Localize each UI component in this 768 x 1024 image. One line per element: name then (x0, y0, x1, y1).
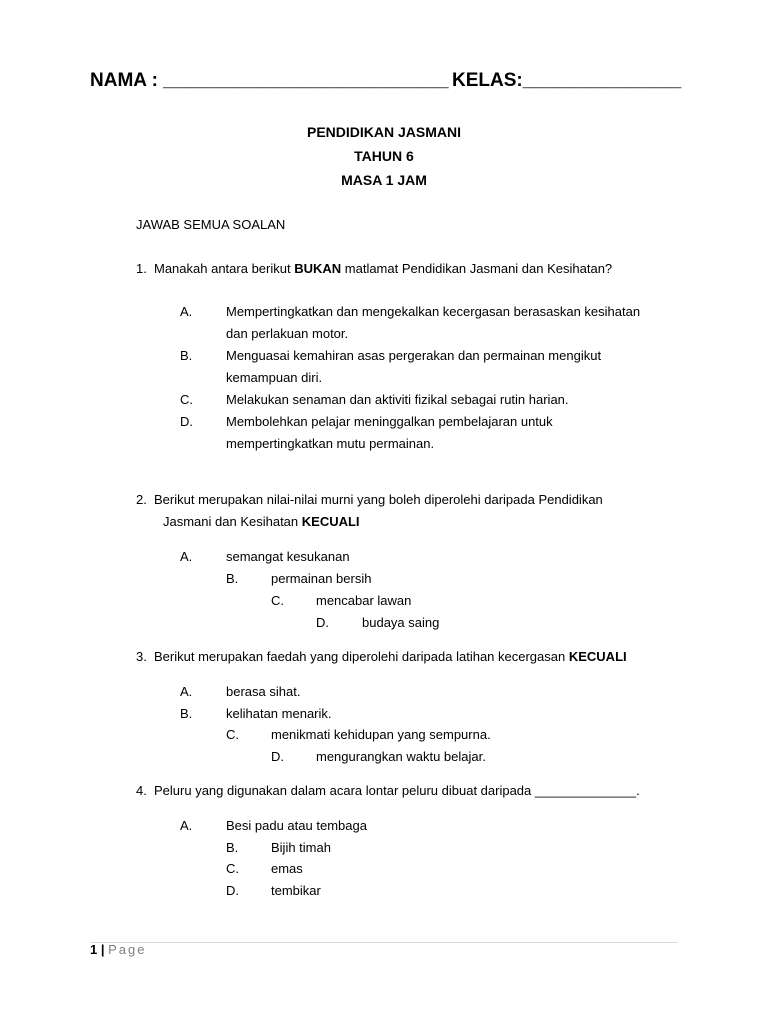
nama-label: NAMA : ___________________________ (90, 70, 449, 91)
option-letter: A. (180, 549, 193, 564)
question-number: 2. (136, 492, 147, 507)
option-text: semangat kesukanan (226, 549, 350, 564)
option-text: Melakukan senaman dan aktiviti fizikal sebagai rutin harian. (226, 392, 569, 407)
option-letter: A. (180, 684, 193, 699)
page-separator: | (97, 942, 109, 957)
option-text: Besi padu atau tembaga (226, 818, 367, 833)
option-letter: B. (180, 706, 193, 721)
option-letter: C. (226, 727, 239, 742)
footer-divider (90, 942, 678, 943)
option-text: berasa sihat. (226, 684, 301, 699)
question-text: Manakah antara berikut BUKAN matlamat Pendidikan Jasmani dan Kesihatan? (154, 261, 613, 276)
question-emphasis: KECUALI (301, 514, 360, 529)
question-text: Peluru yang digunakan dalam acara lontar peluru dibuat daripada ______________. (154, 783, 640, 798)
option-letter: B. (180, 348, 193, 363)
option-text: emas (271, 861, 303, 876)
page-footer (90, 942, 146, 957)
option-letter: B. (226, 840, 239, 855)
question-1 (136, 258, 612, 280)
question-text: Berikut merupakan faedah yang diperolehi daripada latihan kecergasan KECUALI (154, 649, 627, 664)
option-letter: D. (271, 749, 284, 764)
option-text: Membolehkan pelajar meninggalkan pembelajaran untuk (226, 414, 553, 429)
question-number: 1. (136, 261, 147, 276)
instruction-text: JAWAB SEMUA SOALAN (136, 217, 286, 232)
question-3 (136, 646, 627, 668)
question-number: 3. (136, 649, 147, 664)
option-letter: A. (180, 304, 193, 319)
option-letter: A. (180, 818, 193, 833)
question-emphasis: BUKAN (294, 261, 342, 276)
option-text: kelihatan menarik. (226, 706, 332, 721)
option-letter: B. (226, 571, 239, 586)
question-text: Berikut merupakan nilai-nilai murni yang boleh diperolehi daripada Pendidikan (154, 492, 603, 507)
option-text: mengurangkan waktu belajar. (316, 749, 486, 764)
option-letter: D. (180, 414, 193, 429)
question-emphasis: KECUALI (568, 649, 627, 664)
option-text: Mempertingkatkan dan mengekalkan kecergasan berasaskan kesihatan (226, 304, 641, 319)
subject-title: PENDIDIKAN JASMANI (306, 124, 461, 140)
option-text-continued: mempertingkatkan mutu permainan. (226, 436, 435, 451)
kelas-label: KELAS:_______________ (452, 70, 682, 91)
duration-title: MASA 1 JAM (341, 172, 427, 188)
option-text: mencabar lawan (316, 593, 412, 608)
page-label: Page (108, 942, 147, 957)
option-text: Menguasai kemahiran asas pergerakan dan permainan mengikut (226, 348, 602, 363)
question-text-continued: Jasmani dan Kesihatan KECUALI (163, 514, 360, 529)
option-letter: D. (226, 883, 239, 898)
question-number: 4. (136, 783, 147, 798)
option-text-continued: dan perlakuan motor. (226, 326, 349, 341)
option-text-continued: kemampuan diri. (226, 370, 323, 385)
question-2 (136, 489, 603, 533)
option-letter: C. (180, 392, 193, 407)
option-text: tembikar (271, 883, 321, 898)
option-text: menikmati kehidupan yang sempurna. (271, 727, 491, 742)
option-text: budaya saing (362, 615, 440, 630)
year-title: TAHUN 6 (354, 148, 414, 164)
page-number: 1 (90, 942, 98, 957)
student-info-header (90, 70, 682, 92)
option-letter: C. (271, 593, 284, 608)
question-4 (136, 780, 640, 802)
option-text: permainan bersih (271, 571, 372, 586)
option-text: Bijih timah (271, 840, 331, 855)
option-letter: D. (316, 615, 329, 630)
option-letter: C. (226, 861, 239, 876)
